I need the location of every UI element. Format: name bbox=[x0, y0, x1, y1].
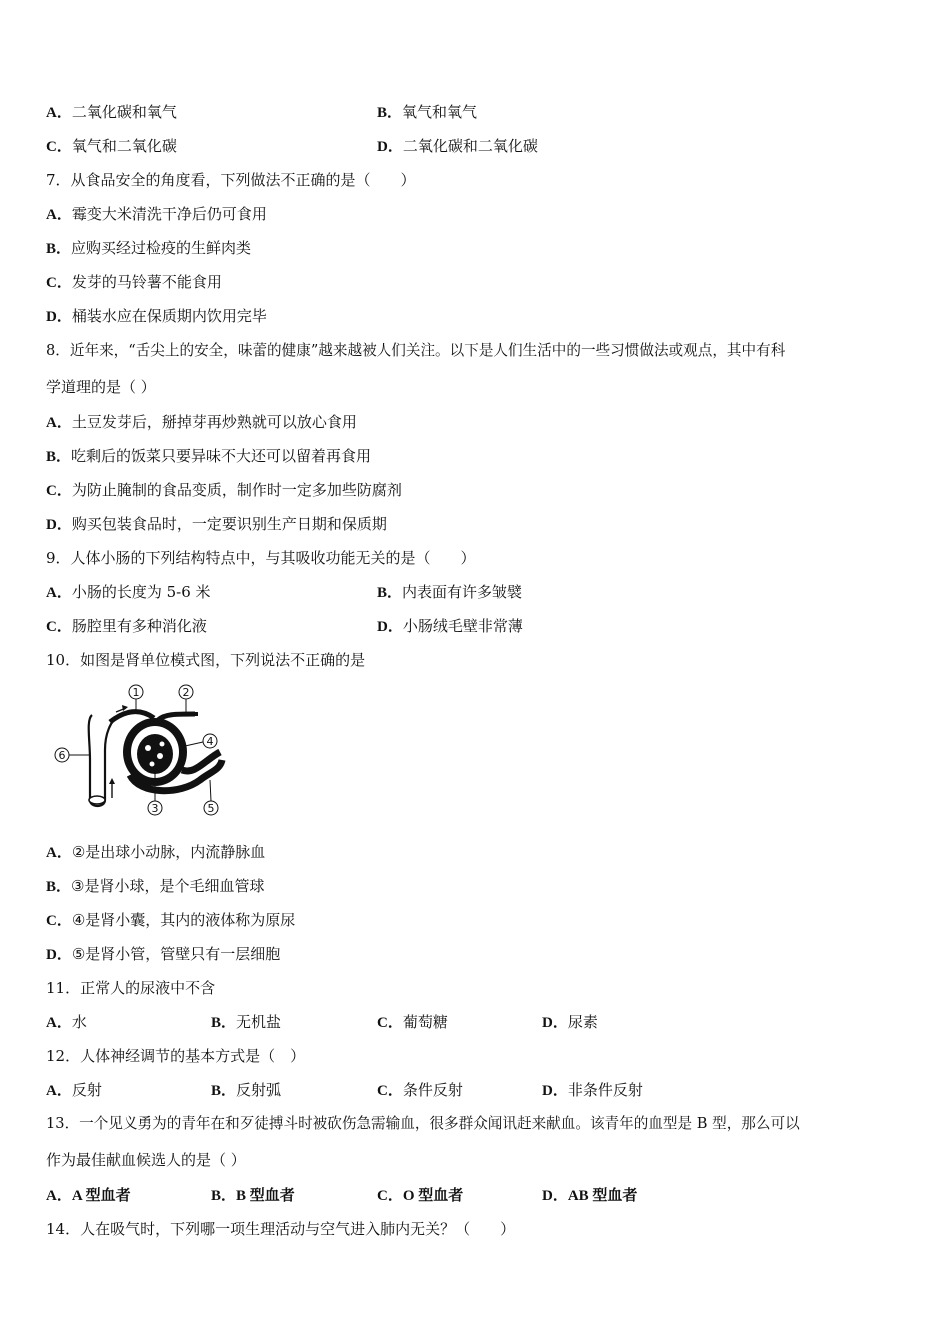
option-text: O 型血者 bbox=[402, 1188, 464, 1204]
q6-option-b bbox=[377, 101, 477, 124]
option-text: 桶装水应在保质期内饮用完毕 bbox=[71, 307, 267, 325]
option-label: B． bbox=[211, 1083, 237, 1099]
q14-stem: 14．人在吸气时，下列哪一项生理活动与空气进入肺内无关？（ ） bbox=[46, 1220, 516, 1238]
option-label: D． bbox=[46, 517, 72, 533]
q7-option-a bbox=[46, 203, 267, 226]
q9-option-c bbox=[46, 615, 207, 638]
option-text: 二氧化碳和氧气 bbox=[71, 103, 177, 121]
option-text: 反射 bbox=[71, 1081, 102, 1099]
option-text: ④是肾小囊，其内的液体称为原尿 bbox=[71, 911, 296, 929]
q7-option-b bbox=[46, 237, 251, 260]
option-label: A． bbox=[46, 1083, 72, 1099]
q8-option-c bbox=[46, 479, 402, 502]
option-text: 氧气和氧气 bbox=[402, 103, 478, 121]
q9-stem: 9．人体小肠的下列结构特点中，与其吸收功能无关的是（ ） bbox=[46, 549, 476, 567]
option-label: A． bbox=[46, 415, 72, 431]
q6-option-d bbox=[377, 135, 538, 158]
q11-option-b bbox=[211, 1011, 281, 1034]
q10-stem: 10．如图是肾单位模式图，下列说法不正确的是 bbox=[46, 651, 366, 669]
option-text: 氧气和二氧化碳 bbox=[71, 137, 177, 155]
option-label: B． bbox=[46, 449, 72, 465]
option-text: 霉变大米清洗干净后仍可食用 bbox=[71, 205, 267, 223]
svg-text:1: 1 bbox=[132, 686, 140, 699]
option-label: C． bbox=[377, 1188, 403, 1204]
nephron-diagram bbox=[50, 680, 230, 820]
option-label: C． bbox=[46, 913, 72, 929]
q11-option-a bbox=[46, 1011, 87, 1034]
option-label: C． bbox=[377, 1015, 403, 1031]
option-text: 为防止腌制的食品变质，制作时一定多加些防腐剂 bbox=[71, 481, 402, 499]
option-label: C． bbox=[46, 619, 72, 635]
q13-option-d bbox=[542, 1184, 637, 1207]
option-text: 二氧化碳和二氧化碳 bbox=[402, 137, 538, 155]
option-label: A． bbox=[46, 1188, 72, 1204]
option-label: C． bbox=[46, 275, 72, 291]
option-text: 小肠的长度为 5-6 米 bbox=[71, 583, 211, 601]
option-label: B． bbox=[46, 879, 72, 895]
option-text: A 型血者 bbox=[71, 1188, 131, 1204]
option-text: 水 bbox=[71, 1013, 87, 1031]
q12-option-d bbox=[542, 1079, 643, 1102]
option-label: A． bbox=[46, 1015, 72, 1031]
option-label: B． bbox=[211, 1188, 237, 1204]
svg-text:6: 6 bbox=[58, 749, 66, 762]
q8-option-a bbox=[46, 411, 357, 434]
q7-option-d bbox=[46, 305, 267, 328]
option-text: AB 型血者 bbox=[567, 1188, 638, 1204]
option-label: D． bbox=[46, 309, 72, 325]
option-text: ②是出球小动脉，内流静脉血 bbox=[71, 843, 266, 861]
q13-option-a bbox=[46, 1184, 131, 1207]
q6-option-a bbox=[46, 101, 177, 124]
q13-stem-line2: 作为最佳献血候选人的是（ ） bbox=[46, 1151, 246, 1169]
svg-text:3: 3 bbox=[151, 802, 159, 815]
q6-option-c bbox=[46, 135, 177, 158]
option-text: 购买包装食品时，一定要识别生产日期和保质期 bbox=[71, 515, 387, 533]
option-label: C． bbox=[46, 139, 72, 155]
q11-option-c bbox=[377, 1011, 448, 1034]
q8-stem-line2: 学道理的是（ ） bbox=[46, 378, 156, 396]
option-label: B． bbox=[377, 105, 403, 121]
option-text: 土豆发芽后，掰掉芽再炒熟就可以放心食用 bbox=[71, 413, 357, 431]
q8-stem-line1: 8．近年来，“舌尖上的安全，味蕾的健康”越来越被人们关注。以下是人们生活中的一些习惯做法或观点，其中有科 bbox=[46, 342, 786, 359]
option-label: B． bbox=[211, 1015, 237, 1031]
q10-option-c bbox=[46, 909, 295, 932]
option-label: A． bbox=[46, 207, 72, 223]
option-text: 尿素 bbox=[567, 1013, 598, 1031]
option-text: ③是肾小球，是个毛细血管球 bbox=[71, 877, 265, 895]
option-label: B． bbox=[377, 585, 403, 601]
q9-option-a bbox=[46, 581, 211, 604]
q11-option-d bbox=[542, 1011, 598, 1034]
option-text: 内表面有许多皱襞 bbox=[402, 583, 523, 601]
option-label: D． bbox=[46, 947, 72, 963]
option-text: ⑤是肾小管，管壁只有一层细胞 bbox=[71, 945, 281, 963]
option-label: D． bbox=[377, 139, 403, 155]
option-label: C． bbox=[377, 1083, 403, 1099]
q13-option-c bbox=[377, 1184, 463, 1207]
option-label: D． bbox=[542, 1015, 568, 1031]
option-text: 肠腔里有多种消化液 bbox=[71, 617, 207, 635]
q8-option-d bbox=[46, 513, 387, 536]
q13-option-b bbox=[211, 1184, 295, 1207]
option-label: B． bbox=[46, 241, 72, 257]
option-label: D． bbox=[542, 1083, 568, 1099]
option-label: A． bbox=[46, 105, 72, 121]
q8-option-b bbox=[46, 445, 371, 468]
q7-option-c bbox=[46, 271, 222, 294]
option-text: 条件反射 bbox=[402, 1081, 463, 1099]
option-text: 吃剩后的饭菜只要异味不大还可以留着再食用 bbox=[71, 447, 372, 465]
option-label: C． bbox=[46, 483, 72, 499]
option-text: 非条件反射 bbox=[567, 1081, 643, 1099]
option-text: B 型血者 bbox=[236, 1188, 295, 1204]
q12-stem: 12．人体神经调节的基本方式是（ ） bbox=[46, 1047, 306, 1065]
option-label: D． bbox=[377, 619, 403, 635]
option-text: 小肠绒毛壁非常薄 bbox=[402, 617, 523, 635]
option-label: A． bbox=[46, 845, 72, 861]
svg-text:4: 4 bbox=[206, 735, 214, 748]
q12-option-b bbox=[211, 1079, 281, 1102]
svg-text:5: 5 bbox=[207, 802, 215, 815]
option-text: 发芽的马铃薯不能食用 bbox=[71, 273, 222, 291]
option-label: A． bbox=[46, 585, 72, 601]
q10-option-b bbox=[46, 875, 264, 898]
option-label: D． bbox=[542, 1188, 568, 1204]
nephron-illustration bbox=[50, 680, 230, 820]
svg-text:2: 2 bbox=[182, 686, 190, 699]
q10-option-d bbox=[46, 943, 280, 966]
q13-stem-line1: 13．一个见义勇为的青年在和歹徒搏斗时被砍伤急需输血，很多群众闻讯赶来献血。该青年的血型是 B 型，那么可以 bbox=[46, 1115, 800, 1132]
option-text: 无机盐 bbox=[236, 1013, 282, 1031]
q12-option-c bbox=[377, 1079, 463, 1102]
q11-stem: 11．正常人的尿液中不含 bbox=[46, 979, 216, 997]
option-text: 反射弧 bbox=[236, 1081, 282, 1099]
q9-option-d bbox=[377, 615, 523, 638]
option-text: 应购买经过检疫的生鲜肉类 bbox=[71, 239, 252, 257]
q10-option-a bbox=[46, 841, 265, 864]
q12-option-a bbox=[46, 1079, 102, 1102]
q9-option-b bbox=[377, 581, 522, 604]
q7-stem: 7．从食品安全的角度看，下列做法不正确的是（ ） bbox=[46, 171, 416, 189]
option-text: 葡萄糖 bbox=[402, 1013, 448, 1031]
